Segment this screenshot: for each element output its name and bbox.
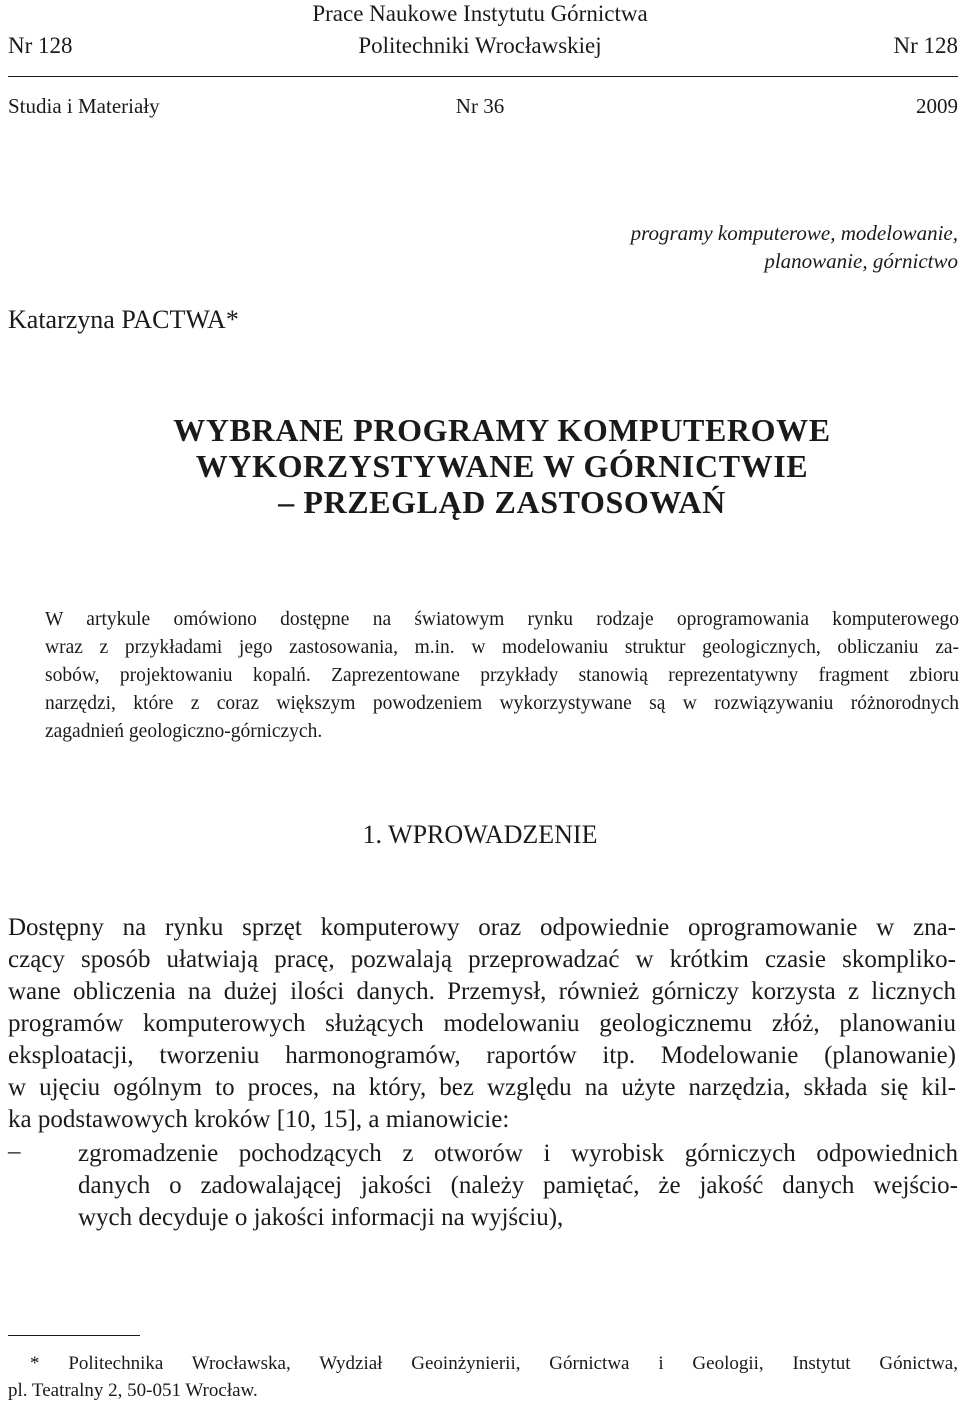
footnote-rule — [8, 1335, 140, 1336]
body-line: ka podstawowych kroków [10, 15], a mianowicie: — [8, 1106, 510, 1133]
body-line: programów komputerowych służących modelowaniu geologicznemu złóż, planowaniu — [8, 1010, 956, 1037]
list-item-line: zgromadzenie pochodzących z otworów i wyrobisk górniczych odpowiednich — [78, 1140, 958, 1167]
list-item-line: danych o zadowalającej jakości (należy pamiętać, że jakość danych wejścio- — [78, 1172, 958, 1199]
footnote-line2: pl. Teatralny 2, 50-051 Wrocław. — [8, 1380, 258, 1401]
publication-year: 2009 — [916, 94, 958, 118]
footnote-line1: * Politechnika Wrocławska, Wydział Geoinżynierii, Górnictwa i Geologii, Instytut Gónictwa, — [30, 1353, 958, 1374]
list-item-line: wych decyduje o jakości informacji na wyjściu), — [78, 1204, 564, 1231]
series-number: Nr 36 — [455, 94, 505, 118]
issue-number-left: Nr 128 — [8, 33, 73, 58]
body-line: wane obliczenia na dużej ilości danych. Przemysł, również górniczy korzysta z licznych — [8, 978, 956, 1005]
keywords-line1: programy komputerowe, modelowanie, — [630, 221, 958, 245]
abstract-line: wraz z przykładami jego zastosowania, m.in. w modelowaniu struktur geologicznych, obliczaniu za- — [45, 637, 959, 658]
abstract-line: sobów, projektowaniu kopalń. Zaprezentowane przykłady stanowią reprezentatywny fragment zbioru — [45, 665, 959, 686]
section-heading: 1. WPROWADZENIE — [362, 820, 598, 849]
journal-name-line1: Prace Naukowe Instytutu Górnictwa — [312, 1, 648, 26]
abstract-line: W artykule omówiono dostępne na światowym rynku rodzaje oprogramowania komputerowego — [45, 609, 959, 630]
body-line: czący sposób ułatwiają pracę, pozwalają przeprowadzać w krótkim czasie skompliko- — [8, 946, 956, 973]
body-line: Dostępny na rynku sprzęt komputerowy oraz odpowiednie oprogramowanie w zna- — [8, 914, 956, 941]
list-dash: – — [8, 1138, 21, 1165]
abstract-line: zagadnień geologiczno-górniczych. — [45, 721, 323, 742]
header-rule — [8, 76, 958, 77]
title-line3: – PRZEGLĄD ZASTOSOWAŃ — [278, 484, 726, 520]
title-line2: WYKORZYSTYWANE W GÓRNICTWIE — [195, 448, 809, 484]
abstract-line: narzędzi, które z coraz większym powodzeniem wykorzystywane są w rozwiązywaniu różnorodnych — [45, 693, 959, 714]
keywords-line2: planowanie, górnictwo — [764, 249, 958, 273]
journal-name-line2: Politechniki Wrocławskiej — [358, 33, 602, 58]
series-name: Studia i Materiały — [8, 94, 160, 118]
issue-number-right: Nr 128 — [893, 33, 958, 58]
title-line1: WYBRANE PROGRAMY KOMPUTEROWE — [173, 412, 831, 448]
author-name: Katarzyna PACTWA* — [8, 305, 239, 334]
body-line: w ujęciu ogólnym to proces, na który, bez względu na użyte narzędzia, składa się kil- — [8, 1074, 956, 1101]
body-line: eksploatacji, tworzeniu harmonogramów, raportów itp. Modelowanie (planowanie) — [8, 1042, 956, 1069]
